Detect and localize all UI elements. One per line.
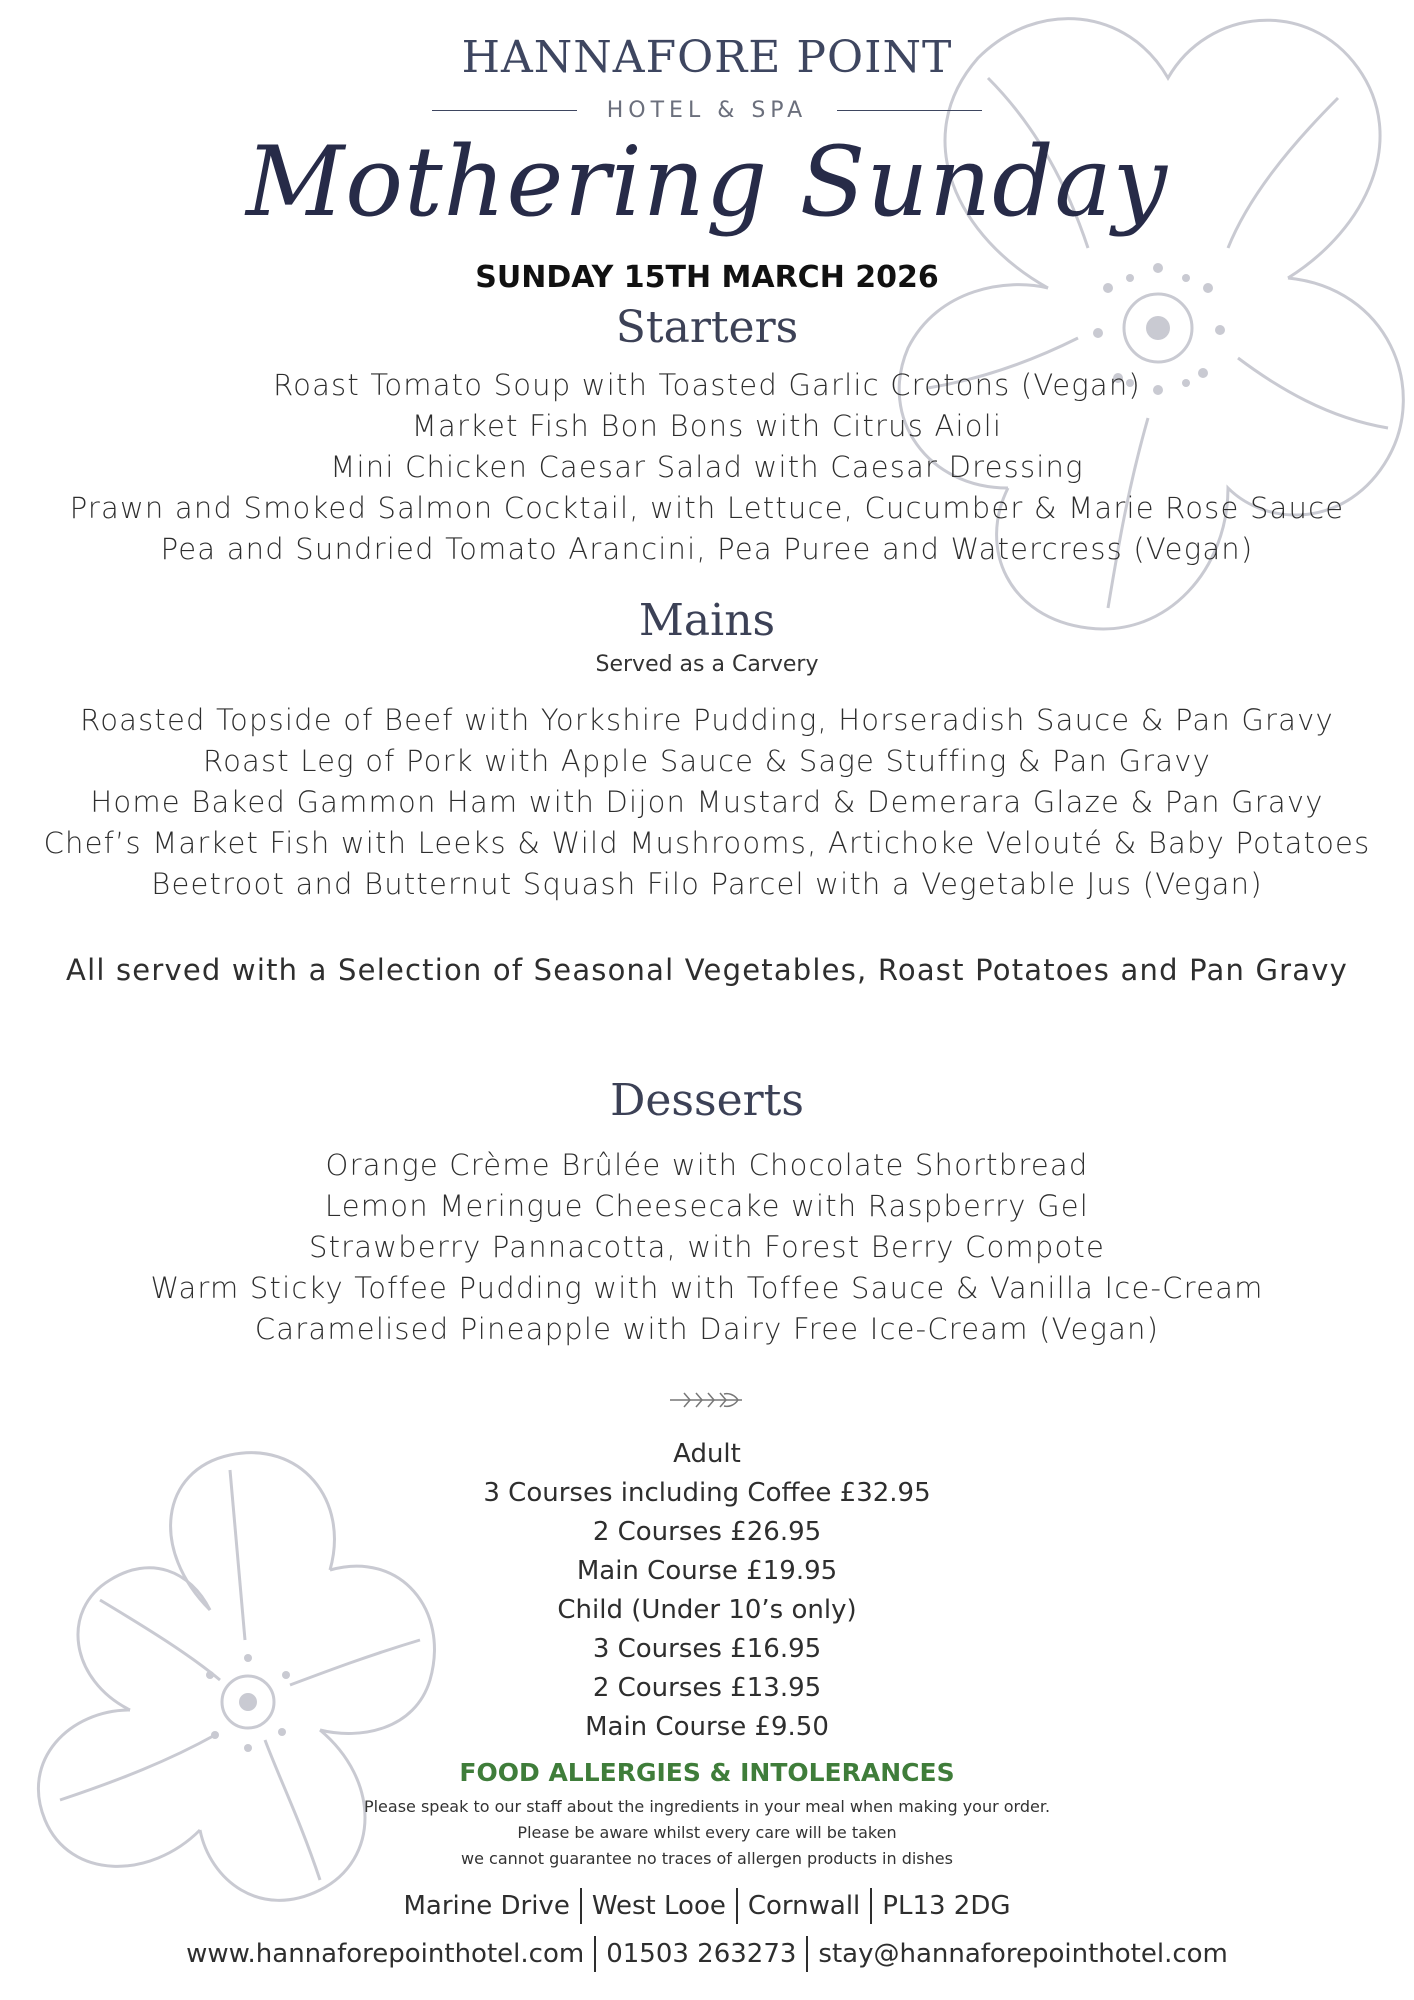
divider-line (432, 110, 577, 111)
price-line: Main Course £19.95 (576, 1556, 838, 1586)
allergy-line: we cannot guarantee no traces of allergen products in dishes (461, 1849, 953, 1868)
footer-contact (0, 1936, 1414, 1972)
separator (870, 1888, 872, 1924)
phone-number[interactable]: 01503 263273 (606, 1939, 797, 1969)
menu-item: Roast Leg of Pork with Apple Sauce & Sage Stuffing & Pan Gravy (203, 744, 1211, 778)
menu-item: Prawn and Smoked Salmon Cocktail, with Lettuce, Cucumber & Marie Rose Sauce (69, 491, 1345, 525)
menu-item: Mini Chicken Caesar Salad with Caesar Dressing (330, 450, 1084, 484)
separator (594, 1936, 596, 1972)
served-with-note: All served with a Selection of Seasonal Vegetables, Roast Potatoes and Pan Gravy (66, 953, 1348, 987)
sprig-icon (668, 1388, 744, 1412)
allergy-heading: FOOD ALLERGIES & INTOLERANCES (459, 1758, 955, 1787)
email-link[interactable]: stay@hannaforepointhotel.com (818, 1939, 1228, 1969)
starters-list (0, 365, 1414, 570)
footer-address (0, 1888, 1414, 1924)
menu-item: Strawberry Pannacotta, with Forest Berry Compote (308, 1230, 1105, 1264)
mains-list (0, 700, 1414, 905)
menu-item: Home Baked Gammon Ham with Dijon Mustard & Demerara Glaze & Pan Gravy (90, 785, 1324, 819)
price-line: 2 Courses £26.95 (592, 1517, 822, 1547)
allergy-line: Please speak to our staff about the ingredients in your meal when making your order. (363, 1797, 1051, 1816)
divider-line (837, 110, 982, 111)
menu-item: Caramelised Pineapple with Dairy Free Ice-Cream (Vegan) (254, 1312, 1160, 1346)
menu-item: Pea and Sundried Tomato Arancini, Pea Puree and Watercress (Vegan) (160, 532, 1254, 566)
mains-heading: Mains (638, 595, 776, 646)
address-county: Cornwall (747, 1891, 861, 1921)
menu-item: Lemon Meringue Cheesecake with Raspberry Gel (324, 1189, 1090, 1223)
allergy-line: Please be aware whilst every care will be taken (517, 1823, 897, 1842)
hotel-subtitle: HOTEL & SPA (606, 98, 808, 123)
price-line: Main Course £9.50 (585, 1712, 829, 1742)
menu-item: Beetroot and Butternut Squash Filo Parcel with a Vegetable Jus (Vegan) (151, 867, 1263, 901)
pricing-block (0, 1435, 1414, 1747)
price-line: Adult (673, 1439, 741, 1469)
price-line: 3 Courses including Coffee £32.95 (483, 1478, 931, 1508)
menu-item: Orange Crème Brûlée with Chocolate Shortbread (325, 1148, 1089, 1182)
menu-item: Market Fish Bon Bons with Citrus Aioli (411, 409, 1003, 443)
desserts-heading: Desserts (610, 1075, 804, 1126)
hotel-name: HANNAFORE POINT (461, 32, 953, 83)
mains-note: Served as a Carvery (595, 652, 819, 677)
menu-item: Chef’s Market Fish with Leeks & Wild Mushrooms, Artichoke Velouté & Baby Potatoes (43, 826, 1371, 860)
event-date: SUNDAY 15TH MARCH 2026 (475, 260, 939, 295)
price-line: 2 Courses £13.95 (592, 1673, 822, 1703)
menu-item: Warm Sticky Toffee Pudding with with Toffee Sauce & Vanilla Ice-Cream (150, 1271, 1264, 1305)
menu-item: Roasted Topside of Beef with Yorkshire Pudding, Horseradish Sauce & Pan Gravy (80, 703, 1334, 737)
event-title: Mothering Sunday (245, 126, 1169, 238)
address-postcode: PL13 2DG (882, 1891, 1011, 1921)
price-line: 3 Courses £16.95 (592, 1634, 822, 1664)
allergy-notice (0, 1794, 1414, 1872)
separator (736, 1888, 738, 1924)
menu-item: Roast Tomato Soup with Toasted Garlic Crotons (Vegan) (273, 368, 1141, 402)
separator (580, 1888, 582, 1924)
separator (806, 1936, 808, 1972)
address-town: West Looe (591, 1891, 726, 1921)
address-street: Marine Drive (403, 1891, 570, 1921)
desserts-list (0, 1145, 1414, 1350)
website-link[interactable]: www.hannaforepointhotel.com (186, 1939, 585, 1969)
starters-heading: Starters (615, 302, 799, 353)
price-line: Child (Under 10’s only) (557, 1595, 857, 1625)
